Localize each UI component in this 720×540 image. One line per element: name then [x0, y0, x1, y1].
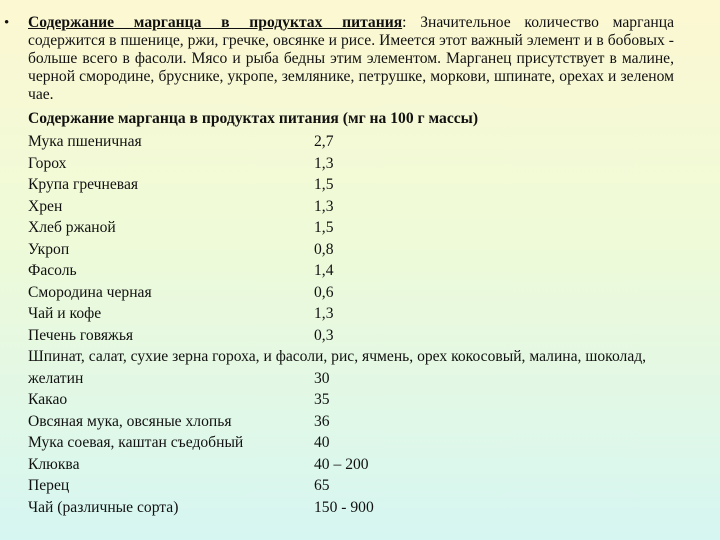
table-row — [28, 303, 688, 325]
manganese-value: 2,7 — [314, 133, 334, 150]
table-row — [28, 325, 688, 347]
manganese-value: 0,8 — [314, 240, 334, 258]
table-row — [28, 239, 688, 261]
manganese-value: 0,3 — [314, 326, 334, 344]
table-row — [28, 131, 688, 153]
food-name: Шпинат, салат, сухие зерна гороха, и фасоли, рис, ячмень, орех кокосовый, малина, шоколад, желатин — [28, 348, 647, 387]
table-heading: Содержание марганца в продуктах питания (мг на 100 г массы) — [28, 110, 479, 127]
manganese-table — [28, 131, 688, 518]
food-name: Мука соевая, каштан съедобный — [28, 434, 244, 451]
table-row — [28, 497, 688, 519]
table-row — [28, 454, 688, 476]
food-name: Какао — [28, 391, 68, 408]
manganese-value: 35 — [314, 391, 330, 408]
manganese-value: 1,3 — [314, 197, 334, 215]
food-name: Крупа гречневая — [28, 176, 139, 193]
food-name: Фасоль — [28, 262, 77, 279]
food-name: Хрен — [28, 197, 63, 215]
food-name: Смородина черная — [28, 283, 152, 301]
table-row — [28, 174, 688, 196]
manganese-value: 40 – 200 — [314, 455, 369, 473]
manganese-value: 40 — [314, 434, 330, 451]
manganese-value: 36 — [314, 412, 330, 430]
manganese-value: 1,5 — [314, 176, 334, 193]
table-row — [28, 217, 688, 239]
table-row — [28, 411, 688, 433]
table-row — [28, 260, 688, 282]
food-name: Перец — [28, 477, 70, 494]
table-row — [28, 389, 688, 411]
food-name: Чай (различные сорта) — [28, 498, 179, 516]
intro-paragraph — [4, 14, 674, 104]
bullet-icon: • — [4, 15, 10, 31]
manganese-value: 1,3 — [314, 305, 334, 322]
manganese-value: 1,5 — [314, 219, 334, 236]
food-name: Чай и кофе — [28, 305, 102, 322]
food-name: Горох — [28, 154, 67, 172]
food-name: Укроп — [28, 240, 70, 258]
table-row — [28, 282, 688, 304]
manganese-value: 150 - 900 — [314, 498, 374, 516]
intro-text: : Значительное количество марганца содержится в пшенице, ржи, гречке, овсянке и рисе. Имеется этот важный элемент и в бобовых - больше всего в фасоли. Мясо и рыба бедны этим элементом. Марганец присутствует в малине, черной смородине, бруснике, укропе, землянике, петрушке, моркови, шпинате, орехах и зеленом чае. — [28, 14, 674, 103]
table-row — [28, 346, 688, 389]
table-row — [28, 432, 688, 454]
table-row — [28, 196, 688, 218]
food-name: Мука пшеничная — [28, 133, 142, 150]
intro-title: Содержание марганца в продуктах питания — [28, 14, 403, 31]
manganese-value: 30 — [314, 369, 330, 387]
food-name: Хлеб ржаной — [28, 219, 116, 236]
food-name: Печень говяжья — [28, 326, 134, 344]
manganese-value: 65 — [314, 477, 330, 494]
manganese-value: 0,6 — [314, 283, 334, 301]
table-row — [28, 475, 688, 497]
food-name: Клюква — [28, 455, 80, 473]
table-row — [28, 153, 688, 175]
manganese-value: 1,3 — [314, 154, 334, 172]
manganese-value: 1,4 — [314, 262, 334, 279]
food-name: Овсяная мука, овсяные хлопья — [28, 412, 232, 430]
